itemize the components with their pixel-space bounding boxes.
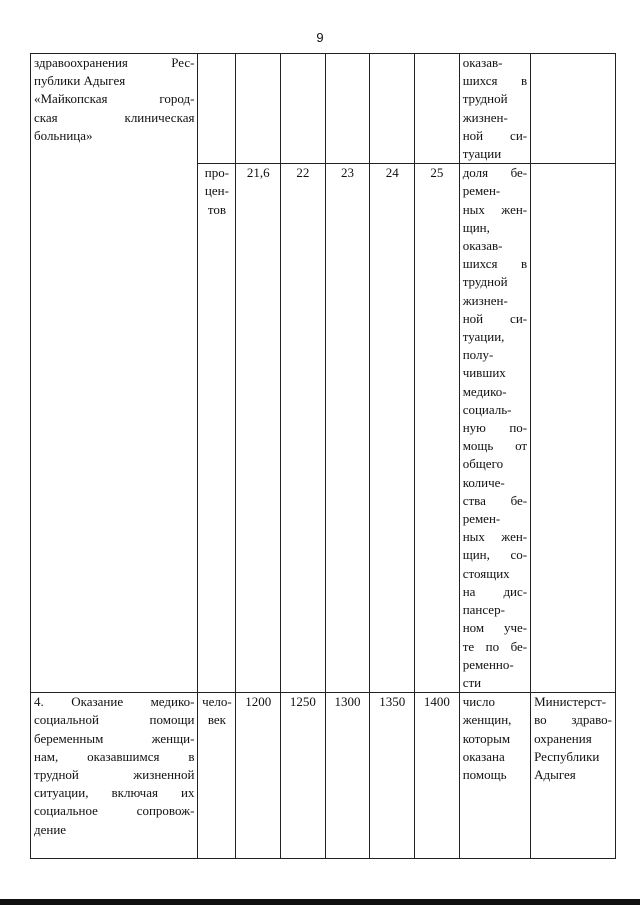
value-cell — [370, 54, 415, 164]
measure-name-cell — [31, 54, 198, 693]
measure-name-text: здравоохранения Рес- публики Адыгея «Майкопская город- ская клиническая больница» — [34, 55, 195, 143]
unit-text: про- цен- тов — [204, 165, 230, 217]
value-cell: 1400 — [415, 693, 460, 859]
unit-cell — [198, 54, 236, 164]
measure-name-text: 4. Оказание медико- социальной помощи беременным женщи- нам, оказавшимся в трудной жизненной ситуации, включая их социальное сопровож- дение — [34, 694, 195, 837]
indicator-text: число женщин, которым оказана помощь — [462, 694, 512, 782]
indicator-text: доля бе- ремен- ных жен- щин, оказав- шихся в трудной жизнен- ной си- туации, полу- чивших медико- социаль- ную по- мощь от общего количе- ства бе- ремен- ных жен- щин, со- стоящих на дис- пансер- ном уче- те по бе- ременно- сти — [462, 165, 528, 690]
value-cell: 1250 — [281, 693, 326, 859]
value-cell — [281, 54, 326, 164]
executor-cell — [531, 164, 616, 693]
value-cell: 24 — [370, 164, 415, 693]
indicator-cell — [459, 54, 530, 164]
executor-cell — [531, 54, 616, 164]
value-cell: 1300 — [325, 693, 370, 859]
unit-cell — [198, 164, 236, 693]
value-cell — [415, 54, 460, 164]
value-cell: 22 — [281, 164, 326, 693]
table-row — [31, 693, 616, 859]
value-cell — [236, 54, 281, 164]
value-cell: 21,6 — [236, 164, 281, 693]
value-cell: 1350 — [370, 693, 415, 859]
measure-name-cell — [31, 693, 198, 859]
program-table — [30, 53, 616, 859]
indicator-cell — [459, 164, 530, 693]
indicator-text: оказав- шихся в трудной жизнен- ной си- туации — [462, 55, 528, 162]
page-bottom-edge — [0, 899, 640, 905]
table-row — [31, 54, 616, 164]
value-cell — [325, 54, 370, 164]
value-cell: 25 — [415, 164, 460, 693]
unit-text: чело- век — [202, 694, 232, 728]
unit-cell — [198, 693, 236, 859]
executor-cell — [531, 693, 616, 859]
executor-text: Министерст- во здраво- охранения Республики Адыгея — [534, 694, 612, 782]
indicator-cell — [459, 693, 530, 859]
value-cell: 1200 — [236, 693, 281, 859]
page-number: 9 — [316, 30, 324, 45]
value-cell: 23 — [325, 164, 370, 693]
